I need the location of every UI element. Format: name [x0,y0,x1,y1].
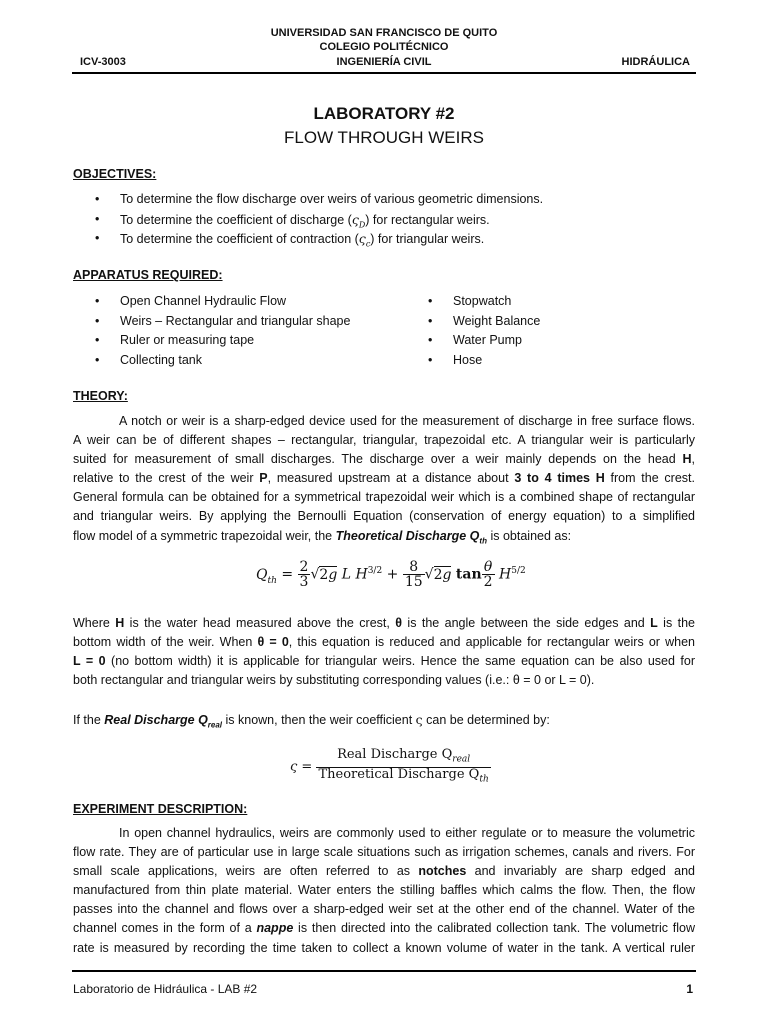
text-line: flow model of a symmetric trapezoidal weir, the Theoretical Discharge $Q_{th}$ is obtained as: [73,528,572,546]
text-line: flow rate. They are of particular use in large scale situations such as irrigation schemes, canals and rivers. For [73,845,695,860]
apparatus-list-left [95,292,350,370]
experiment-paragraph [73,824,695,958]
objective-item: • To determine the coefficient of contraction $(\varsigma_c)$ for triangular weirs. [95,229,543,249]
theoretical-discharge-equation: $Q_{th}$ = $\frac{2}{3}$ √2g L $H^{3/2}$ + $\frac{8}{15}$ √2g tan $\frac{\theta}{2}$ $H^{5/2}$ [256,559,526,590]
text-line: General formula can be obtained for a symmetrical trapezoidal weir which is a combined shape of rectangular [73,490,695,505]
college-name: COLEGIO POLITÉCNICO [319,41,449,53]
text-line: If the Real Discharge $Q_{real}$ is known, then the weir coefficient ς can be determined by: [73,712,550,730]
apparatus-item: • Collecting tank [95,351,350,371]
footer-divider [72,970,696,972]
program-name: INGENIERÍA CIVIL [336,56,432,68]
header-divider [72,72,696,74]
apparatus-item: • Open Channel Hydraulic Flow [95,292,350,312]
equation-numerator: Real Discharge Q [337,747,453,762]
apparatus-item: • Ruler or measuring tape [95,331,350,351]
text-line: manufactured from thin plate material. Water enters the stilling baffles which calms the flow. Then, the flow [73,883,695,898]
footer-lab-label: Laboratorio de Hidráulica - LAB #2 [73,982,258,996]
theory-paragraph-2 [73,614,695,690]
text-line: L = 0 (no bottom width) it is applicable for triangular weirs. Hence the same equation can be also used for [73,654,695,669]
text-line: suited for measurement of small discharges. The discharge over a weir mainly depends on the head H, [73,452,695,467]
theory-paragraph-1 [73,412,695,546]
experiment-heading: EXPERIMENT DESCRIPTION: [73,802,248,816]
apparatus-item: • Weight Balance [428,312,540,332]
text-line: bottom width of the weir. When θ = 0, this equation is reduced and applicable for rectangular weirs or when [73,635,695,650]
apparatus-heading: APPARATUS REQUIRED: [73,268,223,282]
text-line: A notch or weir is a sharp-edged device used for the measurement of discharge in free surface flows. [119,414,695,428]
apparatus-item: • Stopwatch [428,292,540,312]
theory-paragraph-3 [73,710,695,729]
lab-subtitle: FLOW THROUGH WEIRS [284,128,484,147]
apparatus-list-right [428,292,540,370]
course-code: ICV-3003 [80,56,126,68]
text-line: rate is measured by recording the time taken to collect a known volume of water in the tank. A vertical ruler [73,940,695,955]
page-number: 1 [686,982,693,996]
text-line: small scale applications, weirs are often referred to as notches and invariably are sharp edged and [73,864,695,879]
text-line: passes into the channel and flows over a sharp-edged weir set at the other end of the channel. Water of the [73,902,695,917]
objectives-heading: OBJECTIVES: [73,167,157,181]
weir-coefficient-equation: ς = $\frac{Real Discharge Q_{real}}{Theoretical Discharge Q_{th}}$ [290,747,489,785]
university-name: UNIVERSIDAD SAN FRANCISCO DE QUITO [270,27,498,39]
objective-item: • To determine the coefficient of discharge $(\varsigma_D)$ for rectangular weirs. [95,210,543,230]
lab-title: LABORATORY #2 [313,104,455,123]
apparatus-item: • Hose [428,351,540,371]
subject-name: HIDRÁULICA [621,56,690,68]
apparatus-item: • Water Pump [428,331,540,351]
text-line: In open channel hydraulics, weirs are commonly used to either regulate or to measure the volumetric [119,826,695,840]
text-line: A weir can be of different shapes – rectangular, triangular, trapezoidal etc. A triangular weir is particularly [73,433,695,448]
equation-denominator: Theoretical Discharge Q [318,766,480,782]
apparatus-item: • Weirs – Rectangular and triangular shape [95,312,350,332]
text-line: channel comes in the form of a nappe is then directed into the calibrated collection tank. The volumetric flow [73,921,695,936]
objectives-list [95,190,543,249]
text-line: both rectangular and triangular weirs by substituting corresponding values (i.e.: θ = 0 or L = 0). [73,673,595,688]
text-line: relative to the crest of the weir P, measured upstream at a distance about 3 to 4 times H from the crest. [73,471,695,486]
objective-item: • To determine the flow discharge over weirs of various geometric dimensions. [95,190,543,210]
theory-heading: THEORY: [73,389,128,403]
text-line: Where H is the water head measured above the crest, θ is the angle between the side edges and L is the [73,616,695,630]
text-line: and triangular weirs. By applying the Bernoulli Equation (conservation of energy equation) to a simplified [73,509,695,524]
